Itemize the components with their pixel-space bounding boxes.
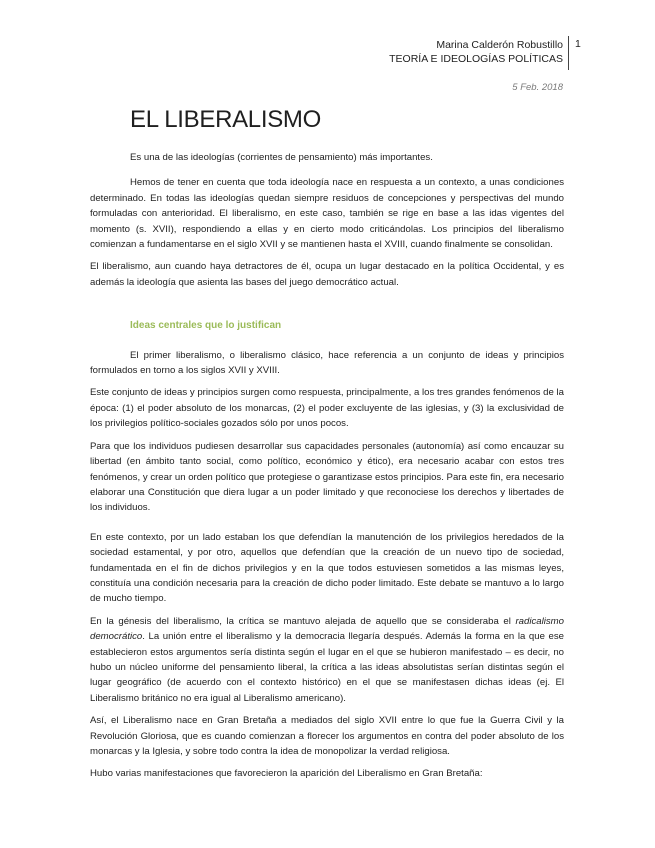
document-date: 5 Feb. 2018 xyxy=(512,82,563,93)
paragraph: Este conjunto de ideas y principios surgen como respuesta, principalmente, a los tres grandes fenómenos de la época: (1) el poder absoluto de los monarcas, (2) el poder excluyente de las iglesias, y (3) la exclusividad de los privilegios político-sociales gozados sólo por unos pocos. xyxy=(90,387,564,430)
section-heading: Ideas centrales que lo justifican xyxy=(130,320,282,332)
paragraph: El primer liberalismo, o liberalismo clásico, hace referencia a un conjunto de ideas y principios formulados en torno a los siglos XVII y XVIII. xyxy=(90,349,564,377)
author-name: Marina Calderón Robustillo xyxy=(436,39,563,51)
header-divider xyxy=(568,36,569,70)
paragraph-intro: Es una de las ideologías (corrientes de pensamiento) más importantes. xyxy=(130,152,433,163)
paragraph-text: . La unión entre el liberalismo y la democracia llegaría después. Además la forma en la que ese establecieron estos argumentos sería distinta según el lugar en el que se hubieron manifestado – es decir, no hubo un núcleo uniforme del pensamiento liberal, la crítica a las ideas absolutistas serían distintas según el lugar geográfico (de acuerdo con el contexto histórico) en el que se manifestasen dichas ideas (ej. El Liberalismo británico no era igual al Liberalismo americano). xyxy=(90,631,564,704)
paragraph: Así, el Liberalismo nace en Gran Bretaña a mediados del siglo XVII entre lo que fue la Guerra Civil y la Revolución Gloriosa, que es cuando comienzan a florecer los argumentos en contra del poder absoluto de los monarcas y la Iglesia, y sobre todo contra la idea de monopolizar la verdad religiosa. xyxy=(90,715,564,757)
paragraph-text: En la génesis del liberalismo, la crítica se mantuvo alejada de aquello que se consideraba el xyxy=(90,615,516,627)
paragraph: En este contexto, por un lado estaban los que defendían la manutención de los privilegios heredados de la sociedad estamental, y por otro, aquellos que defendían que la creación de un nuevo tipo de sociedad, fundamentada en el fin de dichos privilegios y en la que todos estuviesen sometidos a las mismas leyes, constituía una condición necesaria para la creación de dicho poder limitado. Este debate se mantuvo a lo largo de mucho tiempo. xyxy=(90,531,564,605)
paragraph: Para que los individuos pudiesen desarrollar sus capacidades personales (autonomía) así como encauzar su libertad (en ámbito tanto social, como político, económico y ético), era necesario acabar con estos tres fenómenos, y crear un orden político que protegiese o garantizase estos principios. Para este fin, era necesario elaborar una Constitución que diera lugar a un poder limitado y que reconociese los derechos y libertades de los individuos. xyxy=(90,440,564,514)
page-number: 1 xyxy=(575,38,581,50)
running-header xyxy=(389,38,563,66)
course-title: TEORÍA E IDEOLOGÍAS POLÍTICAS xyxy=(389,53,563,65)
paragraph: Hemos de tener en cuenta que toda ideología nace en respuesta a un contexto, a unas condiciones determinado. En todas las ideologías quedan siempre residuos de concepciones y perspectivas del mundo formuladas con anterioridad. El liberalismo, en este caso, también se rige en base a las idas vigentes del momento (s. XVII), respondiendo a ellas y en cierto modo criticándolas. Los principios del liberalismo comienzan a fundamentarse en el siglo XVII y se mantienen hasta el XVIII, cuando finalmente se consolidan. xyxy=(90,177,564,251)
document-body xyxy=(90,150,564,789)
paragraph: Hubo varias manifestaciones que favorecieron la aparición del Liberalismo en Gran Bretaña: xyxy=(90,768,483,780)
page-title: EL LIBERALISMO xyxy=(130,106,321,133)
paragraph xyxy=(90,614,564,706)
paragraph: El liberalismo, aun cuando haya detractores de él, ocupa un lugar destacado en la política Occidental, y es además la ideología que asienta las bases del juego democrático actual. xyxy=(90,261,564,288)
emphasized-term: radicalismo democrático xyxy=(90,615,564,643)
